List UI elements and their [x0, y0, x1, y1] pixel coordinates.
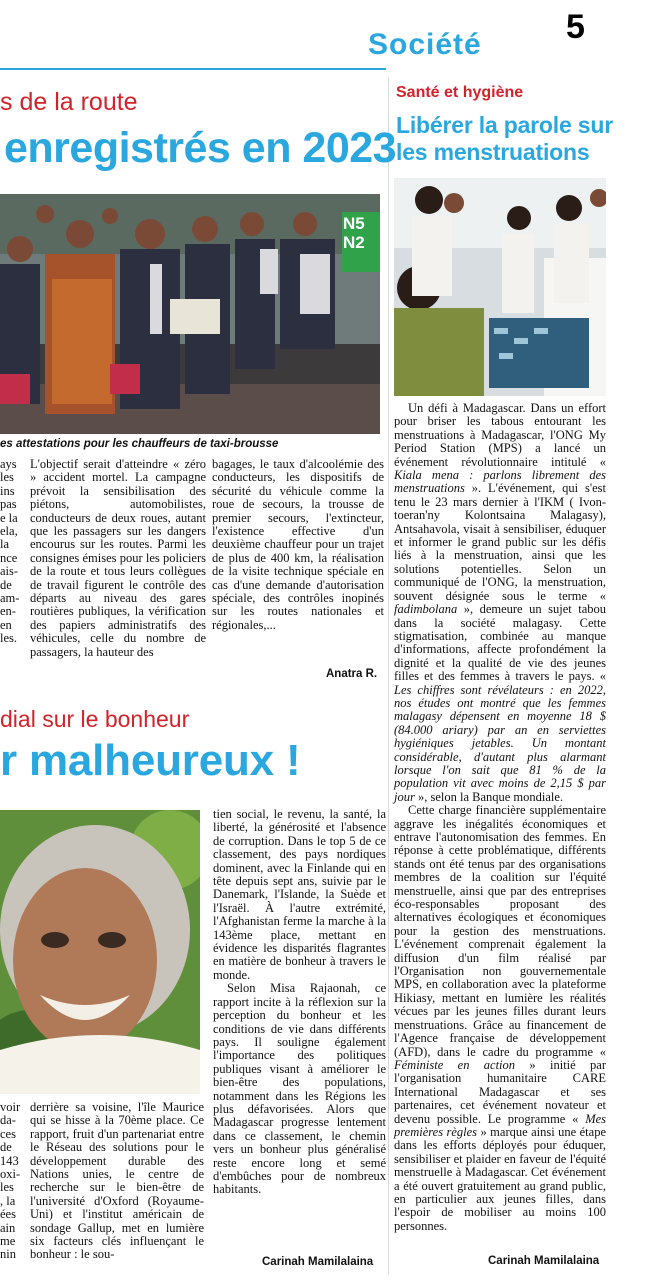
happiness-byline: Carinah Mamilalaina	[262, 1256, 374, 1268]
menstruation-event-photo	[394, 178, 606, 396]
route-byline: Anatra R.	[326, 668, 378, 680]
route-body-column-1: L'objectif serait d'atteindre « zéro » accident mortel. La campagne prévoit la sensibilisation des piétons, automobilistes, conducteurs de deux roues, autant que les passagers sur les dangers encourus sur les routes. Parmi les consignes émises pour les policiers de la route et tous leurs collègues de travail figurent le contrôle des départs au niveau des gares routières publiques, la vérification des papiers administratifs des véhicules, celle du nombre de passagers, la hauteur des	[30, 457, 206, 659]
happiness-kicker: dial sur le bonheur	[0, 706, 190, 732]
route-photo-caption: es attestations pour les chauffeurs de taxi-brousse	[0, 438, 279, 450]
health-kicker: Santé et hygiène	[396, 84, 524, 101]
health-headline: Libérer la parole sur les menstruations	[396, 112, 613, 165]
route-ceremony-photo	[0, 194, 380, 434]
route-body-column-2: bagages, le taux d'alcoolémie des conducteurs, les dispositifs de sécurité du véhicule comme la roue de secours, la trousse de premier secours, l'extincteur, l'existence effective d'un deuxième chauffeur pour un trajet de plus de 400 km, la réalisation de la visite technique spéciale en cas d'une demande d'autorisation spéciale, des contrôles inopinés sur les routes nationales et régionales,...	[212, 457, 384, 632]
happiness-headline: r malheureux !	[0, 736, 301, 785]
photo-banner-text: N5 N2	[343, 214, 365, 252]
column-divider	[388, 78, 389, 1274]
header-rule	[0, 68, 386, 70]
smiling-woman-photo	[0, 810, 200, 1094]
route-kicker: s de la route	[0, 88, 138, 116]
page-number: 5	[566, 8, 585, 46]
route-headline: enregistrés en 2023	[4, 124, 397, 172]
happiness-body-column-left: derrière sa voisine, l'île Maurice qui se hisse à la 70ème place. Ce rapport, fruit d'un partenariat entre le Réseau des solutions pour le développement durable des Nations unies, le centre de recherche sur le bien-être de l'université d'Oxford (Royaume-Uni) et l'institut américain de sondage Gallup, met en lumière six facteurs clés influençant le bonheur : le sou-	[30, 1100, 204, 1262]
health-byline: Carinah Mamilalaina	[488, 1255, 600, 1267]
route-cut-column: ays les ins pas e la ela, la nce ais- de am- en- en les.	[0, 458, 20, 646]
health-body-column: Un défi à Madagascar. Dans un effort pour briser les tabous entourant les menstruations à Madagascar, l'ONG My Period Station (MPS) a lancé un événement révolutionnaire intitulé « Kiala mena : parlons librement des menstruations ». L'événement, qui s'est tenu le 23 mars dernier à l'IKM ( Ivon-toeran'ny Kolontsaina Malagasy), Antsahavola, visait à sensibiliser, éduquer et informer le grand public sur les défis liés à la menstruation, ainsi que les solutions potentielles. Selon un communiqué de l'ONG, la menstruation, souvent désignée sous le terme « fadimbolana », demeure un sujet tabou dans la société malagasy. Cette stigmatisation, combinée au manque d'informations, affecte profondément la dignité et la qualité de vie des jeunes filles et des femmes à travers le pays. « Les chiffres sont révélateurs : en 2022, nos études ont montré que les femmes malagasy dépensent en moyenne 18 $ (84.000 ariary) par an en serviettes hygiéniques jetables. Un montant considérable, d'autant plus alarmant lorsque l'on sait que 81 % de la population vit avec moins de 2,15 $ par jour », selon la Banque mondiale. Cette charge financière supplémentaire aggrave les inégalités économiques et entrave l'autonomisation des femmes. En réponse à cette problématique, différents stands ont été tenus par des organisations membres de la coalition sur l'équité menstruelle, ainsi que par des entreprises éco-responsables proposant des alternatives écologiques et économiques pour la gestion des menstruations. L'événement comprenait également la diffusion d'un film réalisé par l'Organisation non gouvernementale MPS, en collaboration avec la plateforme Hikiasy, mettant en lumière les réalités vécues par les jeunes filles durant leurs menstruations. Grâce au financement de l'Agence française de développement (AFD), dans le cadre du programme « Féministe en action » initié par l'organisation humanitaire CARE International Madagascar et ses partenaires, cet événement novateur et devenu possible. Le programme « Mes premières règles » marque ainsi une étape dans les efforts déployés pour éduquer, sensibiliser et plaider en faveur de l'équité menstruelle à Madagascar. Cet événement a été ouvert gratuitement au grand public, en particulier aux jeunes filles, dans l'espoir de mobiliser au moins 100 personnes.	[394, 401, 607, 1233]
happiness-body-column-right: tien social, le revenu, la santé, la liberté, la générosité et l'absence de corruption. Dans le top 5 de ce classement, des pays nordiques dominent, avec la Finlande qui en tête depuis sept ans, suivie par le Danemark, l'Islande, la Suède et l'Israël. À l'autre extrémité, l'Afghanistan ferme la marche à la 143ème place, mettant en évidence les disparités flagrantes en matière de bonheur à travers le monde. Selon Misa Rajaonah, ce rapport incite à la réflexion sur la perception du bonheur et les conditions de vie dans différents pays. Il souligne également l'importance des politiques publiques visant à améliorer le bien-être des populations, notamment dans les Régions les plus défavorisées. Alors que Madagascar progresse lentement dans ce classement, le chemin vers un bonheur plus généralisé reste encore long et semé d'embûches pour de nombreux habitants.	[213, 807, 386, 1197]
happiness-cut-column: voir da- ces de 143 oxi- les , la ées ain me nin	[0, 1101, 21, 1262]
section-title: Société	[368, 28, 482, 61]
